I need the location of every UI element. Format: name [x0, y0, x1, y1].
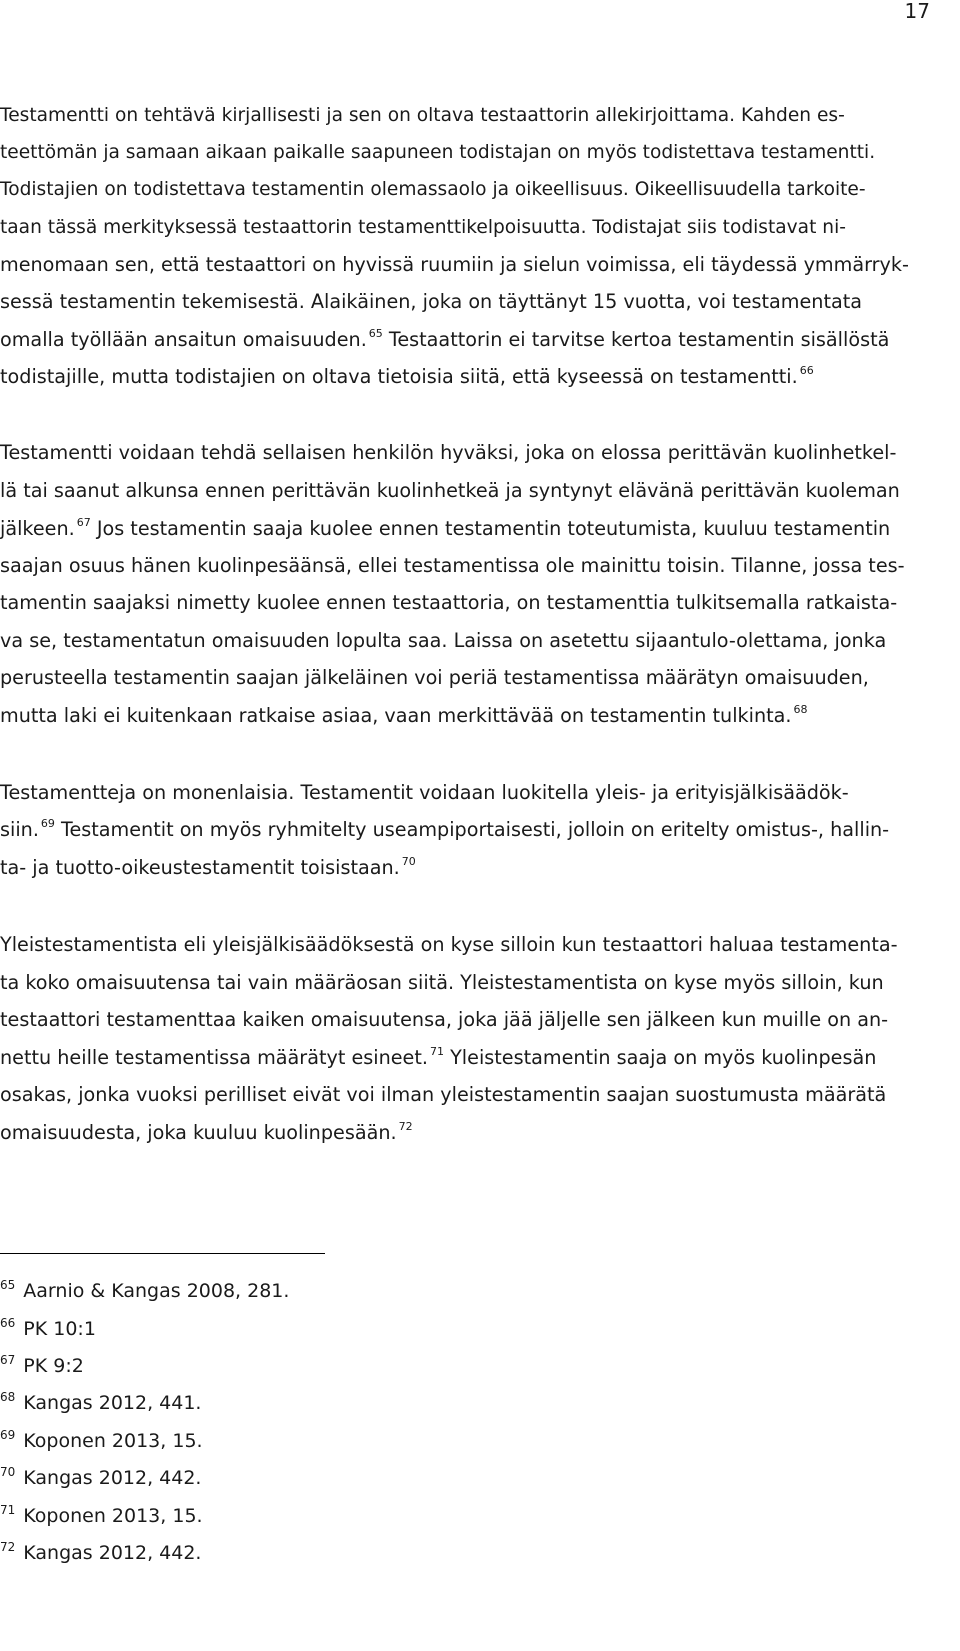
footnote-item: [0, 1429, 203, 1453]
text-run: Yleistestamentin saaja on myös kuolinpesän: [443, 1046, 877, 1069]
footnote-text: PK 9:2: [23, 1355, 84, 1377]
text-line: [0, 1008, 888, 1032]
text-line: [0, 141, 875, 165]
text-run: mutta laki ei kuitenkaan ratkaise asiaa, vaan merkittävää on testamentin tulkinta.: [0, 704, 792, 727]
text-line: [0, 479, 900, 503]
text-line: [0, 517, 890, 541]
text-run: testaattori testamenttaa kaiken omaisuutensa, joka jää jäljelle sen jälkeen kun muille on an-: [0, 1008, 889, 1031]
page-number: 17: [904, 0, 930, 23]
text-line: [0, 253, 909, 277]
text-run: nettu heille testamentissa määrätyt esineet.: [0, 1046, 428, 1069]
text-run: Testamentteja on monenlaisia. Testamentit voidaan luokitella yleis- ja erityisjälkisäädök-: [0, 781, 849, 804]
footnote-reference[interactable]: 66: [799, 364, 814, 377]
footnote-text: Koponen 2013, 15.: [23, 1430, 203, 1452]
footnote-text: PK 10:1: [23, 1318, 96, 1340]
text-line: [0, 441, 896, 465]
text-run: teettömän ja samaan aikaan paikalle saapuneen todistajan on myös todistettava testamentti.: [0, 142, 876, 163]
text-line: [0, 178, 866, 202]
text-run: perusteella testamentin saajan jälkeläinen voi periä testamentissa määrätyn omaisuuden,: [0, 666, 869, 689]
text-line: [0, 1083, 886, 1107]
text-run: va se, testamentatun omaisuuden lopulta saa. Laissa on asetettu sijaantulo-olettama, jonka: [0, 629, 887, 652]
text-line: [0, 856, 416, 880]
footnote-text: Koponen 2013, 15.: [23, 1505, 203, 1527]
text-run: saajan osuus hänen kuolinpesäänsä, ellei testamentissa ole mainittu toisin. Tilanne, jossa tes-: [0, 554, 905, 577]
text-line: [0, 554, 905, 578]
text-run: lä tai saanut alkunsa ennen perittävän kuolinhetkeä ja syntynyt elävänä perittävän kuoleman: [0, 479, 900, 502]
footnote-reference[interactable]: 70: [401, 855, 416, 868]
text-line: [0, 704, 808, 728]
text-run: Yleistestamentista eli yleisjälkisäädöksestä on kyse silloin kun testaattori haluaa testamenta-: [0, 933, 898, 956]
text-line: [0, 781, 849, 805]
text-run: omaisuudesta, joka kuuluu kuolinpesään.: [0, 1121, 397, 1144]
text-run: Testamentti on tehtävä kirjallisesti ja sen on oltava testaattorin allekirjoittama. Kahden es-: [0, 105, 845, 126]
text-run: menomaan sen, että testaattori on hyvissä ruumiin ja sielun voimissa, eli täydessä ymmärryk-: [0, 253, 909, 276]
text-line: [0, 216, 846, 240]
footnote-item: [0, 1354, 84, 1378]
text-run: ta- ja tuotto-oikeustestamentit toisistaan.: [0, 856, 400, 879]
text-run: todistajille, mutta todistajien on oltava tietoisia siitä, että kyseessä on testamentti.: [0, 365, 798, 388]
footnote-number: 67: [0, 1353, 16, 1367]
footnote-number: 66: [0, 1316, 16, 1330]
footnote-item: [0, 1504, 203, 1528]
footnote-item: [0, 1279, 289, 1303]
footnote-number: 70: [0, 1465, 16, 1479]
text-run: jälkeen.: [0, 517, 75, 540]
text-line: [0, 1121, 413, 1145]
footnote-reference[interactable]: 65: [368, 327, 383, 340]
footnote-reference[interactable]: 69: [40, 817, 55, 830]
text-line: [0, 971, 884, 995]
footnote-item: [0, 1391, 201, 1415]
text-line: [0, 818, 889, 842]
footnote-separator: [0, 1253, 325, 1254]
text-line: [0, 933, 898, 957]
text-run: Testamentti voidaan tehdä sellaisen henkilön hyväksi, joka on elossa perittävän kuolinhetkel-: [0, 441, 897, 464]
text-run: tamentin saajaksi nimetty kuolee ennen testaattoria, on testamenttia tulkitsemalla ratkaista-: [0, 591, 898, 614]
footnote-number: 69: [0, 1428, 16, 1442]
text-run: Testaattorin ei tarvitse kertoa testamentin sisällöstä: [382, 328, 890, 351]
text-line: [0, 591, 897, 615]
footnote-number: 72: [0, 1540, 16, 1554]
text-run: siin.: [0, 818, 39, 841]
text-run: Testamentit on myös ryhmitelty useampiportaisesti, jolloin on eritelty omistus-, hallin-: [54, 818, 890, 841]
text-line: [0, 629, 886, 653]
footnote-number: 68: [0, 1390, 16, 1404]
footnote-item: [0, 1466, 201, 1490]
text-line: [0, 104, 845, 128]
text-run: Todistajien on todistettava testamentin olemassaolo ja oikeellisuus. Oikeellisuudella tarkoite-: [0, 179, 866, 200]
footnote-text: Kangas 2012, 441.: [23, 1392, 202, 1414]
footnote-number: 71: [0, 1503, 16, 1517]
text-run: taan tässä merkityksessä testaattorin testamenttikelpoisuutta. Todistajat siis todistavat ni-: [0, 217, 846, 238]
footnote-item: [0, 1317, 96, 1341]
footnote-reference[interactable]: 68: [793, 703, 808, 716]
footnote-reference[interactable]: 67: [76, 516, 91, 529]
footnote-text: Aarnio & Kangas 2008, 281.: [23, 1280, 290, 1302]
footnote-text: Kangas 2012, 442.: [23, 1542, 202, 1564]
text-line: [0, 666, 869, 690]
footnote-text: Kangas 2012, 442.: [23, 1467, 202, 1489]
footnote-number: 65: [0, 1278, 16, 1292]
footnote-reference[interactable]: 71: [429, 1045, 444, 1058]
text-line: [0, 290, 862, 314]
text-run: osakas, jonka vuoksi perilliset eivät voi ilman yleistestamentin saajan suostumusta määrätä: [0, 1083, 887, 1106]
text-run: ta koko omaisuutensa tai vain määräosan siitä. Yleistestamentista on kyse myös silloin, kun: [0, 971, 884, 994]
text-line: [0, 365, 814, 389]
text-line: [0, 328, 889, 352]
text-line: [0, 1046, 876, 1070]
footnote-reference[interactable]: 72: [398, 1120, 413, 1133]
text-run: omalla työllään ansaitun omaisuuden.: [0, 328, 367, 351]
footnote-item: [0, 1541, 201, 1565]
text-run: Jos testamentin saaja kuolee ennen testamentin toteutumista, kuuluu testamentin: [90, 517, 891, 540]
text-run: sessä testamentin tekemisestä. Alaikäinen, joka on täyttänyt 15 vuotta, voi testamentata: [0, 290, 863, 313]
